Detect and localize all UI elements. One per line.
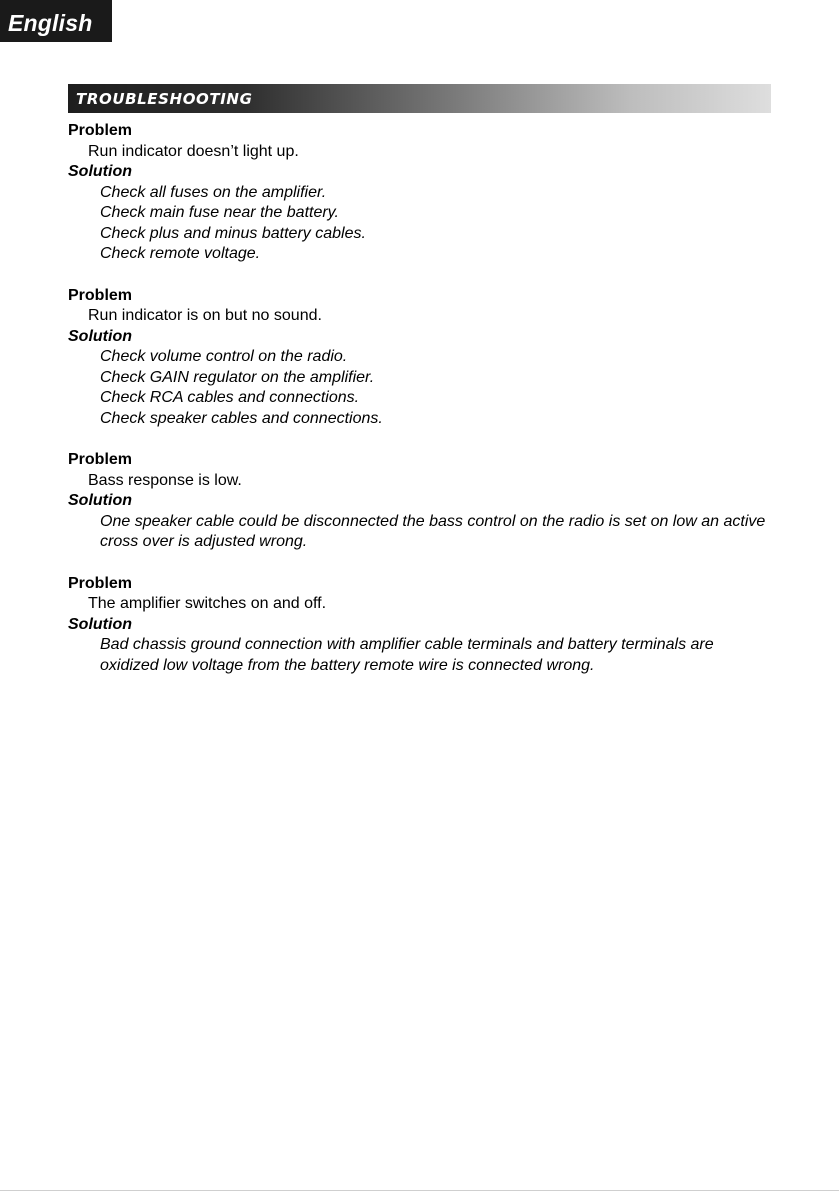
problem-text: Run indicator doesn’t light up. <box>88 142 299 160</box>
solution-step: Check remote voltage. <box>100 245 261 262</box>
solution-step: Check volume control on the radio. <box>100 348 348 365</box>
troubleshooting-item-1 <box>68 121 773 265</box>
section-header-bar <box>68 84 771 113</box>
solution-step: Check GAIN regulator on the amplifier. <box>100 368 375 386</box>
solution-label: Solution <box>68 492 132 509</box>
troubleshooting-item-3 <box>68 450 773 553</box>
section-title: TROUBLESHOOTING <box>76 90 253 108</box>
solution-step: Check plus and minus battery cables. <box>100 224 366 242</box>
troubleshooting-item-2 <box>68 286 773 430</box>
language-tab: English <box>0 0 112 42</box>
solution-list <box>68 347 773 429</box>
troubleshooting-item-4 <box>68 574 773 677</box>
problem-label: Problem <box>68 122 133 139</box>
problem-label: Problem <box>68 286 133 304</box>
troubleshooting-content <box>68 121 773 697</box>
problem-text: Run indicator is on but no sound. <box>88 307 322 324</box>
problem-text: Bass response is low. <box>88 471 242 489</box>
problem-label: Problem <box>68 451 133 468</box>
solution-step: Check all fuses on the amplifier. <box>100 183 327 201</box>
solution-step: Check speaker cables and connections. <box>100 409 383 427</box>
solution-list <box>68 635 773 676</box>
problem-label: Problem <box>68 574 133 592</box>
problem-text: The amplifier switches on and off. <box>88 595 327 612</box>
solution-list <box>68 183 773 265</box>
solution-step: Check RCA cables and connections. <box>100 389 360 406</box>
solution-label: Solution <box>68 327 132 345</box>
solution-step: One speaker cable could be disconnected the bass control on the radio is set on low an active cross over is adjusted wrong. <box>100 512 766 550</box>
solution-list <box>68 512 773 553</box>
solution-step: Bad chassis ground connection with amplifier cable terminals and battery terminals are oxidized low voltage from the battery remote wire is connected wrong. <box>100 636 714 674</box>
solution-label: Solution <box>68 615 132 633</box>
solution-label: Solution <box>68 163 132 180</box>
solution-step: Check main fuse near the battery. <box>100 204 339 221</box>
